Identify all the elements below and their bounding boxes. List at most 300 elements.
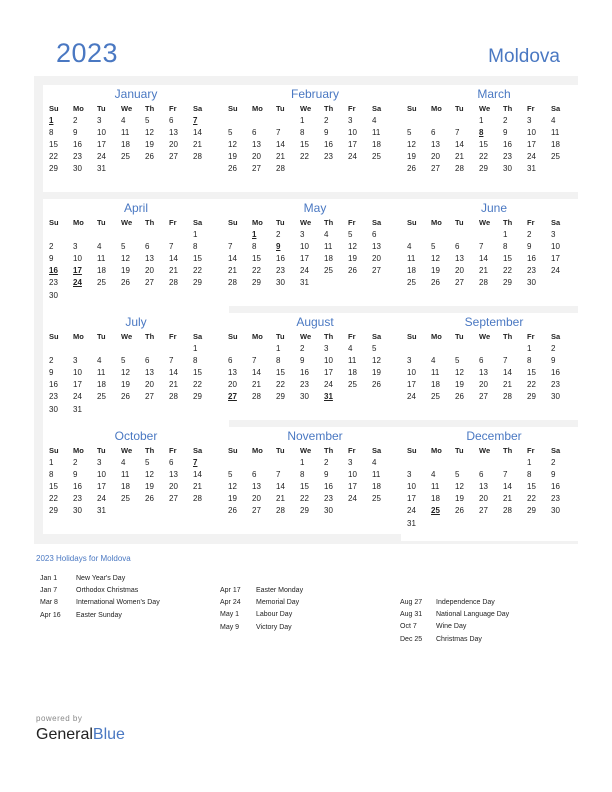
weekday-label: Mo (252, 217, 263, 227)
day-cell: 8 (300, 127, 305, 137)
day-cell: 15 (276, 367, 285, 377)
holiday-entry (220, 609, 303, 621)
weekday-label: Th (145, 103, 155, 113)
day-cell: 4 (97, 241, 102, 251)
weekday-label: Sa (193, 103, 203, 113)
day-cell: 11 (372, 127, 381, 137)
holiday-day: 16 (49, 266, 58, 276)
day-cell: 23 (324, 494, 333, 504)
holiday-name: Memorial Day (256, 599, 300, 607)
month-table (407, 102, 575, 175)
day-cell: 6 (252, 127, 257, 137)
weekday-label: Mo (252, 445, 263, 455)
day-cell: 4 (372, 457, 377, 467)
day-cell: 25 (372, 494, 381, 504)
day-cell: 17 (348, 139, 357, 149)
day-cell: 8 (252, 241, 257, 251)
day-cell: 20 (431, 152, 440, 162)
day-cell: 28 (503, 506, 512, 516)
day-cell: 13 (455, 253, 464, 263)
day-cell: 11 (97, 253, 106, 263)
day-cell: 19 (228, 494, 237, 504)
holiday-date: May 9 (220, 623, 240, 631)
day-cell (503, 456, 527, 468)
day-cell: 26 (145, 494, 154, 504)
day-cell: 5 (455, 355, 460, 365)
day-cell: 10 (324, 355, 333, 365)
year-title: 2023 (56, 38, 119, 68)
weekday-label: Mo (73, 445, 84, 455)
day-cell: 18 (324, 253, 333, 263)
weekday-label: Mo (252, 331, 263, 341)
weekday-label: Mo (431, 331, 442, 341)
week-row (407, 505, 575, 517)
day-cell: 9 (503, 127, 508, 137)
weekday-label: Th (503, 103, 513, 113)
week-row (49, 265, 217, 277)
day-cell: 6 (145, 355, 150, 365)
day-cell: 30 (276, 278, 285, 288)
day-cell: 17 (300, 253, 309, 263)
day-cell: 28 (252, 392, 261, 402)
day-cell: 26 (431, 278, 440, 288)
weekday-label: Tu (97, 445, 106, 455)
day-cell: 9 (551, 469, 556, 479)
holiday-entry (400, 597, 509, 609)
day-cell: 21 (479, 266, 488, 276)
day-cell: 19 (431, 266, 440, 276)
week-row (407, 391, 575, 403)
day-cell: 22 (300, 152, 309, 162)
day-cell: 2 (73, 457, 78, 467)
day-cell: 21 (276, 494, 285, 504)
holiday-name: New Year's Day (76, 575, 126, 582)
month-table (49, 102, 217, 175)
day-cell: 5 (228, 127, 233, 137)
day-cell (431, 456, 455, 468)
day-cell (193, 289, 217, 301)
week-row (407, 468, 575, 480)
day-cell: 1 (300, 115, 305, 125)
weekday-label: Sa (551, 103, 561, 113)
day-cell: 31 (73, 404, 82, 414)
day-cell (455, 456, 479, 468)
day-cell: 10 (97, 469, 106, 479)
day-cell: 7 (276, 469, 281, 479)
day-cell: 11 (431, 481, 440, 491)
day-cell: 19 (121, 266, 130, 276)
day-cell: 29 (49, 164, 58, 174)
day-cell (479, 456, 503, 468)
week-row (49, 277, 217, 289)
day-cell: 25 (121, 152, 130, 162)
day-cell: 28 (169, 392, 178, 402)
day-cell: 21 (169, 266, 178, 276)
day-cell: 16 (551, 367, 560, 377)
day-cell: 5 (121, 355, 126, 365)
day-cell (455, 517, 479, 529)
week-row (49, 480, 217, 492)
weekday-label: Th (145, 217, 155, 227)
weekday-label: Su (407, 217, 417, 227)
day-cell: 5 (145, 115, 150, 125)
weekday-label: Sa (372, 217, 382, 227)
day-cell: 7 (503, 355, 508, 365)
week-row (228, 354, 396, 366)
week-row (49, 289, 217, 301)
week-row (407, 265, 575, 277)
holiday-day: 17 (73, 266, 82, 276)
day-cell (145, 403, 169, 415)
weekday-label: Tu (455, 331, 464, 341)
day-cell: 3 (407, 469, 412, 479)
day-cell: 17 (407, 494, 416, 504)
day-cell (121, 342, 145, 354)
weekday-label: We (479, 217, 491, 227)
week-row (407, 379, 575, 391)
day-cell: 21 (169, 380, 178, 390)
day-cell: 24 (551, 266, 560, 276)
day-cell: 13 (169, 469, 178, 479)
weekday-label: Th (324, 217, 334, 227)
week-row (228, 138, 396, 150)
weekday-label: Su (407, 445, 417, 455)
week-row (49, 366, 217, 378)
holiday-name: Easter Sunday (76, 611, 122, 619)
day-cell: 14 (193, 469, 202, 479)
day-cell: 1 (527, 457, 532, 467)
day-cell (145, 342, 169, 354)
day-cell: 10 (348, 127, 357, 137)
day-cell: 25 (431, 392, 440, 402)
month-name: October (114, 429, 158, 443)
week-row (407, 366, 575, 378)
day-cell: 19 (407, 152, 416, 162)
day-cell: 24 (73, 392, 82, 402)
day-cell: 10 (551, 241, 560, 251)
holiday-entry (40, 573, 160, 585)
day-cell: 18 (372, 139, 381, 149)
day-cell: 11 (407, 253, 416, 263)
day-cell: 14 (228, 253, 237, 263)
holiday-day: 1 (49, 115, 54, 125)
day-cell: 4 (431, 355, 436, 365)
day-cell: 16 (324, 481, 333, 491)
day-cell: 7 (169, 355, 174, 365)
day-cell: 11 (97, 367, 106, 377)
weekday-label: Mo (73, 217, 84, 227)
day-cell (73, 289, 97, 301)
day-cell: 9 (551, 355, 556, 365)
day-cell (479, 517, 503, 529)
day-cell: 28 (276, 506, 285, 516)
day-cell: 3 (73, 355, 78, 365)
day-cell: 16 (527, 253, 536, 263)
day-cell: 20 (145, 380, 154, 390)
weekday-label: Sa (193, 445, 203, 455)
holidays-title: 2023 Holidays for Moldova (36, 554, 131, 563)
holiday-name: National Language Day (436, 611, 510, 619)
weekday-label: Th (503, 445, 513, 455)
weekday-label: Tu (276, 103, 285, 113)
day-cell: 5 (348, 229, 353, 239)
day-cell: 8 (503, 241, 508, 251)
day-cell: 21 (455, 152, 464, 162)
holiday-name: Independence Day (436, 599, 495, 606)
weekday-label: We (300, 331, 312, 341)
day-cell: 10 (73, 367, 82, 377)
day-cell: 19 (121, 380, 130, 390)
day-cell: 17 (97, 481, 106, 491)
weekday-label: Su (49, 103, 59, 113)
weekday-label: Su (228, 217, 238, 227)
weekday-label: Su (228, 331, 238, 341)
month-name: August (296, 315, 334, 329)
day-cell: 3 (551, 229, 556, 239)
day-cell: 5 (431, 241, 436, 251)
day-cell: 5 (121, 241, 126, 251)
weekday-label: Tu (455, 103, 464, 113)
holiday-name: Wine Day (436, 623, 467, 631)
holiday-entry (40, 597, 160, 609)
day-cell: 26 (407, 164, 416, 174)
month-november (222, 427, 408, 534)
day-cell: 12 (121, 253, 130, 263)
month-august (222, 313, 408, 420)
weekday-label: Sa (193, 331, 203, 341)
day-cell: 24 (407, 506, 416, 516)
day-cell: 12 (145, 127, 154, 137)
day-cell: 11 (348, 355, 357, 365)
week-row (228, 379, 396, 391)
day-cell: 2 (49, 355, 54, 365)
day-cell: 5 (407, 127, 412, 137)
day-cell: 27 (479, 506, 488, 516)
day-cell: 20 (252, 494, 261, 504)
day-cell (169, 505, 193, 517)
day-cell: 14 (479, 253, 488, 263)
day-cell: 17 (527, 139, 536, 149)
day-cell: 13 (228, 367, 237, 377)
day-cell: 19 (228, 152, 237, 162)
weekday-label: Th (503, 331, 513, 341)
day-cell: 4 (121, 457, 126, 467)
day-cell: 24 (97, 494, 106, 504)
week-row (49, 114, 217, 126)
weekday-label: Su (228, 445, 238, 455)
day-cell: 1 (193, 229, 198, 239)
weekday-label: Mo (252, 103, 263, 113)
day-cell: 1 (503, 229, 508, 239)
weekday-label: Fr (169, 331, 177, 341)
day-cell (348, 277, 372, 289)
day-cell (228, 456, 252, 468)
day-cell: 9 (527, 241, 532, 251)
month-name: September (464, 315, 524, 329)
day-cell: 31 (407, 518, 416, 528)
day-cell: 29 (276, 392, 285, 402)
day-cell: 15 (527, 367, 536, 377)
day-cell: 6 (228, 355, 233, 365)
week-row (228, 126, 396, 138)
day-cell: 16 (300, 367, 309, 377)
month-name: July (125, 315, 147, 329)
month-table (49, 444, 217, 517)
holiday-day: 1 (252, 229, 257, 239)
weekday-label: Su (407, 331, 417, 341)
day-cell: 7 (503, 469, 508, 479)
week-row (49, 151, 217, 163)
day-cell: 31 (527, 164, 536, 174)
holiday-entry (220, 597, 303, 609)
day-cell: 28 (276, 164, 285, 174)
day-cell: 20 (169, 139, 178, 149)
day-cell (169, 403, 193, 415)
day-cell (49, 342, 73, 354)
day-cell: 24 (527, 152, 536, 162)
day-cell (121, 403, 145, 415)
week-row (228, 240, 396, 252)
day-cell: 10 (407, 367, 416, 377)
day-cell: 14 (276, 481, 285, 491)
day-cell: 22 (276, 380, 285, 390)
day-cell: 26 (348, 266, 357, 276)
day-cell: 17 (97, 139, 106, 149)
weekday-label: Tu (97, 331, 106, 341)
day-cell: 9 (300, 355, 305, 365)
weekday-label: Th (145, 331, 155, 341)
day-cell: 26 (121, 278, 130, 288)
month-table (407, 216, 575, 289)
day-cell: 12 (431, 253, 440, 263)
day-cell: 18 (407, 266, 416, 276)
weekday-label: Tu (97, 103, 106, 113)
holiday-day: 7 (193, 457, 198, 467)
day-cell: 10 (73, 253, 82, 263)
day-cell: 6 (169, 457, 174, 467)
day-cell (193, 403, 217, 415)
day-cell: 11 (324, 241, 333, 251)
day-cell: 30 (551, 506, 560, 516)
day-cell: 28 (455, 164, 464, 174)
holiday-day: 27 (228, 392, 237, 402)
brand-part1: General (36, 726, 93, 743)
day-cell: 14 (193, 127, 202, 137)
day-cell (431, 114, 455, 126)
week-row (228, 342, 396, 354)
day-cell: 15 (479, 139, 488, 149)
day-cell (169, 228, 193, 240)
day-cell: 12 (407, 139, 416, 149)
month-name: May (303, 201, 327, 215)
day-cell: 16 (503, 139, 512, 149)
day-cell: 22 (300, 494, 309, 504)
weekday-label: We (479, 331, 491, 341)
week-row (49, 379, 217, 391)
weekday-label: Fr (169, 103, 177, 113)
day-cell: 25 (97, 278, 106, 288)
day-cell: 21 (252, 380, 261, 390)
day-cell: 4 (97, 355, 102, 365)
holiday-name: Christmas Day (436, 635, 482, 643)
weekday-label: Fr (527, 445, 535, 455)
day-cell: 23 (49, 278, 58, 288)
day-cell: 8 (276, 355, 281, 365)
day-cell: 27 (169, 152, 178, 162)
weekday-label: Sa (372, 331, 382, 341)
day-cell: 13 (479, 481, 488, 491)
week-row (49, 342, 217, 354)
month-february (222, 85, 408, 192)
day-cell: 22 (252, 266, 261, 276)
week-row (407, 493, 575, 505)
day-cell (455, 342, 479, 354)
month-name: June (480, 201, 508, 215)
day-cell: 27 (431, 164, 440, 174)
day-cell: 30 (324, 506, 333, 516)
day-cell: 8 (300, 469, 305, 479)
day-cell: 29 (300, 506, 309, 516)
weekday-label: Tu (276, 331, 285, 341)
day-cell: 19 (145, 139, 154, 149)
day-cell: 24 (407, 392, 416, 402)
holiday-entry (40, 610, 160, 622)
weekday-label: We (121, 445, 133, 455)
day-cell: 5 (228, 469, 233, 479)
weekday-label: We (300, 445, 312, 455)
day-cell (169, 289, 193, 301)
day-cell: 8 (527, 355, 532, 365)
day-cell: 2 (527, 229, 532, 239)
day-cell: 20 (252, 152, 261, 162)
day-cell: 2 (276, 229, 281, 239)
day-cell (551, 163, 575, 175)
weekday-label: Su (407, 103, 417, 113)
day-cell: 13 (372, 241, 381, 251)
weekday-label: Fr (348, 445, 356, 455)
day-cell: 2 (73, 115, 78, 125)
week-row (228, 391, 396, 403)
weekday-label: Su (49, 445, 59, 455)
day-cell (252, 342, 276, 354)
day-cell: 13 (169, 127, 178, 137)
day-cell: 2 (300, 343, 305, 353)
week-row (228, 366, 396, 378)
month-table (407, 330, 575, 403)
weekday-label: Sa (551, 445, 561, 455)
day-cell: 9 (73, 469, 78, 479)
day-cell: 19 (455, 380, 464, 390)
day-cell: 8 (527, 469, 532, 479)
day-cell (121, 228, 145, 240)
day-cell (145, 289, 169, 301)
holiday-name: Easter Monday (256, 587, 304, 594)
week-row (49, 252, 217, 264)
day-cell: 8 (49, 469, 54, 479)
day-cell (407, 228, 431, 240)
day-cell: 13 (431, 139, 440, 149)
day-cell: 22 (49, 494, 58, 504)
weekday-label: Tu (455, 445, 464, 455)
day-cell: 15 (300, 481, 309, 491)
day-cell (348, 505, 372, 517)
day-cell: 14 (503, 481, 512, 491)
day-cell: 1 (276, 343, 281, 353)
day-cell: 2 (49, 241, 54, 251)
week-row (407, 240, 575, 252)
day-cell (145, 163, 169, 175)
day-cell: 7 (276, 127, 281, 137)
